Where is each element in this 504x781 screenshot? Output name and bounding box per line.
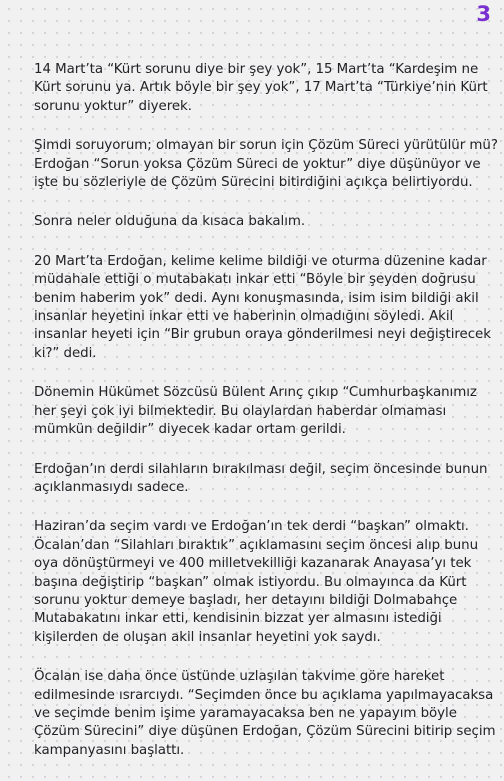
page-number: 3 [476,2,491,26]
paragraph-4: 20 Mart’ta Erdoğan, kelime kelime bildiği ve oturma düzenine kadar müdahale ettiği o mutabakatı inkar etti “Böyle bir şeyden doğrusu benim haberim yok” dedi. Aynı konuşmasında, isim isim bildiği akil insanlar heyetini inkar etti ve haberinin olmadığını söyledi. Akil insanlar heyeti için “Bir grubun oraya gönderilmesi neyi değiştirecek ki?” dedi. [34,253,491,361]
paragraph-3: Sonra neler olduğuna da kısaca bakalım. [34,214,306,230]
paragraph-1: 14 Mart’ta “Kürt sorunu diye bir şey yok”, 15 Mart’ta “Kardeşim ne Kürt sorunu ya. Artık böyle bir şey yok”, 17 Mart’ta “Türkiye’nin Kürt sorunu yoktur” diyerek. [34,62,488,114]
paragraph-6: Erdoğan’ın derdi silahların bırakılması değil, seçim öncesinde bunun açıklanmasıydı sadece. [34,461,488,495]
paragraph-7: Haziran’da seçim vardı ve Erdoğan’ın tek derdi “başkan” olmaktı. Öcalan’dan “Silahları bıraktık” açıklamasını seçim öncesi alıp bunu oya dönüştürmeyi ve 400 milletvekilliği kazanarak Anayasa’yı tek başına değiştirip “başkan” olmak istiyordu. Bu olmayınca da Kürt sorunu yoktur demeye başladı, her detayını bildiği Dolmabahçe Mutabakatını inkar etti, kendisinin bizzat yer almasını istediği kişilerden de oluşan akil insanlar heyetini yok saydı. [34,519,479,645]
paragraph-5: Dönemin Hükümet Sözcüsü Bülent Arınç çıkıp “Cumhurbaşkanımız her şeyi çok iyi bilmektedir. Bu olaylardan haberdar olmaması mümkün değildir” diyecek kadar ortam gerildi. [34,385,477,438]
paragraph-2: Şimdi soruyorum; olmayan bir sorun için Çözüm Süreci yürütülür mü? Erdoğan “Sorun yoksa Çözüm Süreci de yoktur” diye düşünüyor ve işte bu sözleriyle de Çözüm Sürecini bitirdiğini açıkça belirtiyordu. [34,138,498,191]
paragraph-8: Öcalan ise daha önce üstünde uzlaşılan takvime göre hareket edilmesinde ısrarcıydı. “Seçimden önce bu açıklama yapılmayacaksa ve seçimde benim işime yaramayacaksa ben ne yapayım böyle Çözüm Sürecini” diye düşünen Erdoğan, Çözüm Sürecini bitirip seçim kampanyasını başlattı. [34,669,496,758]
article-body [34,61,498,781]
